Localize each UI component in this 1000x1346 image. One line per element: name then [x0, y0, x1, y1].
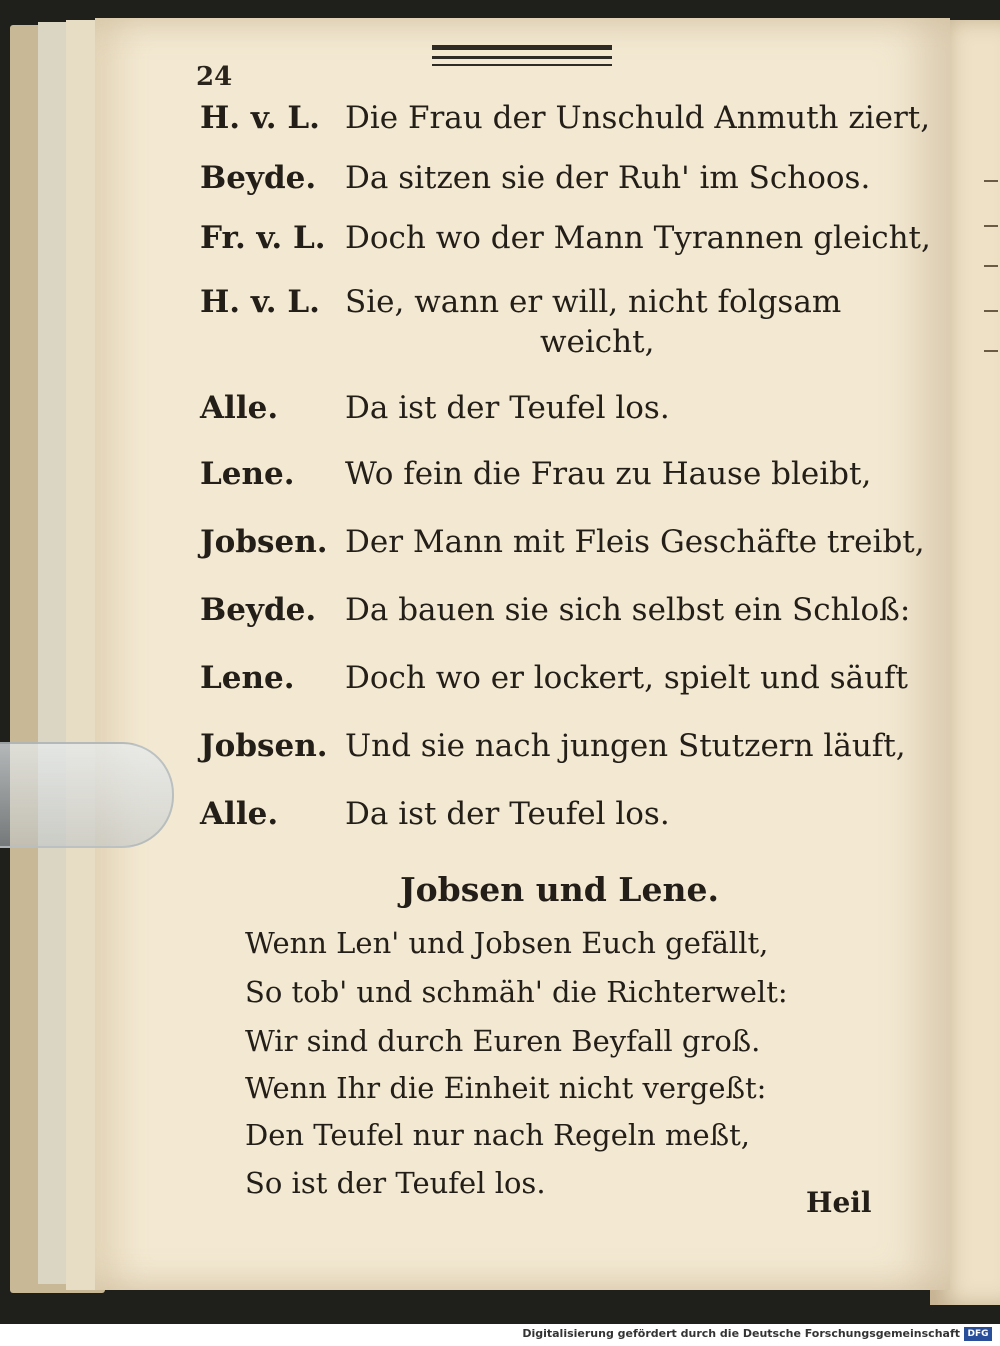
speaker-label: Beyde.	[200, 592, 317, 628]
verse-text: Und sie nach jungen Stutzern läuft,	[345, 728, 906, 764]
dfg-logo: DFG	[964, 1327, 992, 1341]
stanza-line: So ist der Teufel los.	[245, 1166, 546, 1200]
header-rule	[432, 64, 612, 66]
speaker-label: Alle.	[200, 390, 279, 426]
header-rule	[432, 45, 612, 50]
verse-text: Da ist der Teufel los.	[345, 796, 670, 832]
footer-bar	[0, 1324, 1000, 1346]
stanza-line: So tob' und schmäh' die Richterwelt:	[245, 975, 788, 1009]
verse-text: Sie, wann er will, nicht folgsam	[345, 284, 842, 320]
verse-text: Da bauen sie sich selbst ein Schloß:	[345, 592, 911, 628]
stanza-line: Wenn Len' und Jobsen Euch gefällt,	[245, 926, 769, 960]
speaker-label: H. v. L.	[200, 284, 320, 320]
speaker-label: Jobsen.	[200, 728, 328, 764]
verse-text: Doch wo er lockert, spielt und säuft	[345, 660, 908, 696]
speaker-label: Lene.	[200, 456, 295, 492]
speaker-label: Lene.	[200, 660, 295, 696]
verse-continuation: weicht,	[540, 324, 655, 360]
verse-text: Der Mann mit Fleis Geschäfte treibt,	[345, 524, 925, 560]
stanza-line: Wenn Ihr die Einheit nicht vergeßt:	[245, 1071, 767, 1105]
speaker-label: H. v. L.	[200, 100, 320, 136]
verse-text: Die Frau der Unschuld Anmuth ziert,	[345, 100, 931, 136]
catchword: Heil	[806, 1186, 872, 1219]
header-rule	[432, 56, 612, 59]
speaker-label: Beyde.	[200, 160, 317, 196]
speaker-label: Jobsen.	[200, 524, 328, 560]
section-heading: Jobsen und Lene.	[400, 870, 719, 909]
verse-text: Da sitzen sie der Ruh' im Schoos.	[345, 160, 871, 196]
stanza-line: Den Teufel nur nach Regeln meßt,	[245, 1118, 750, 1152]
verse-text: Doch wo der Mann Tyrannen gleicht,	[345, 220, 931, 256]
page-number: 24	[196, 62, 233, 92]
verse-text: Wo fein die Frau zu Hause bleibt,	[345, 456, 872, 492]
speaker-label: Fr. v. L.	[200, 220, 326, 256]
footer-credit: Digitalisierung gefördert durch die Deutsche Forschungsgemeinschaft	[522, 1327, 960, 1340]
stanza-line: Wir sind durch Euren Beyfall groß.	[245, 1024, 761, 1058]
verse-text: Da ist der Teufel los.	[345, 390, 670, 426]
page-clip	[0, 742, 174, 848]
speaker-label: Alle.	[200, 796, 279, 832]
